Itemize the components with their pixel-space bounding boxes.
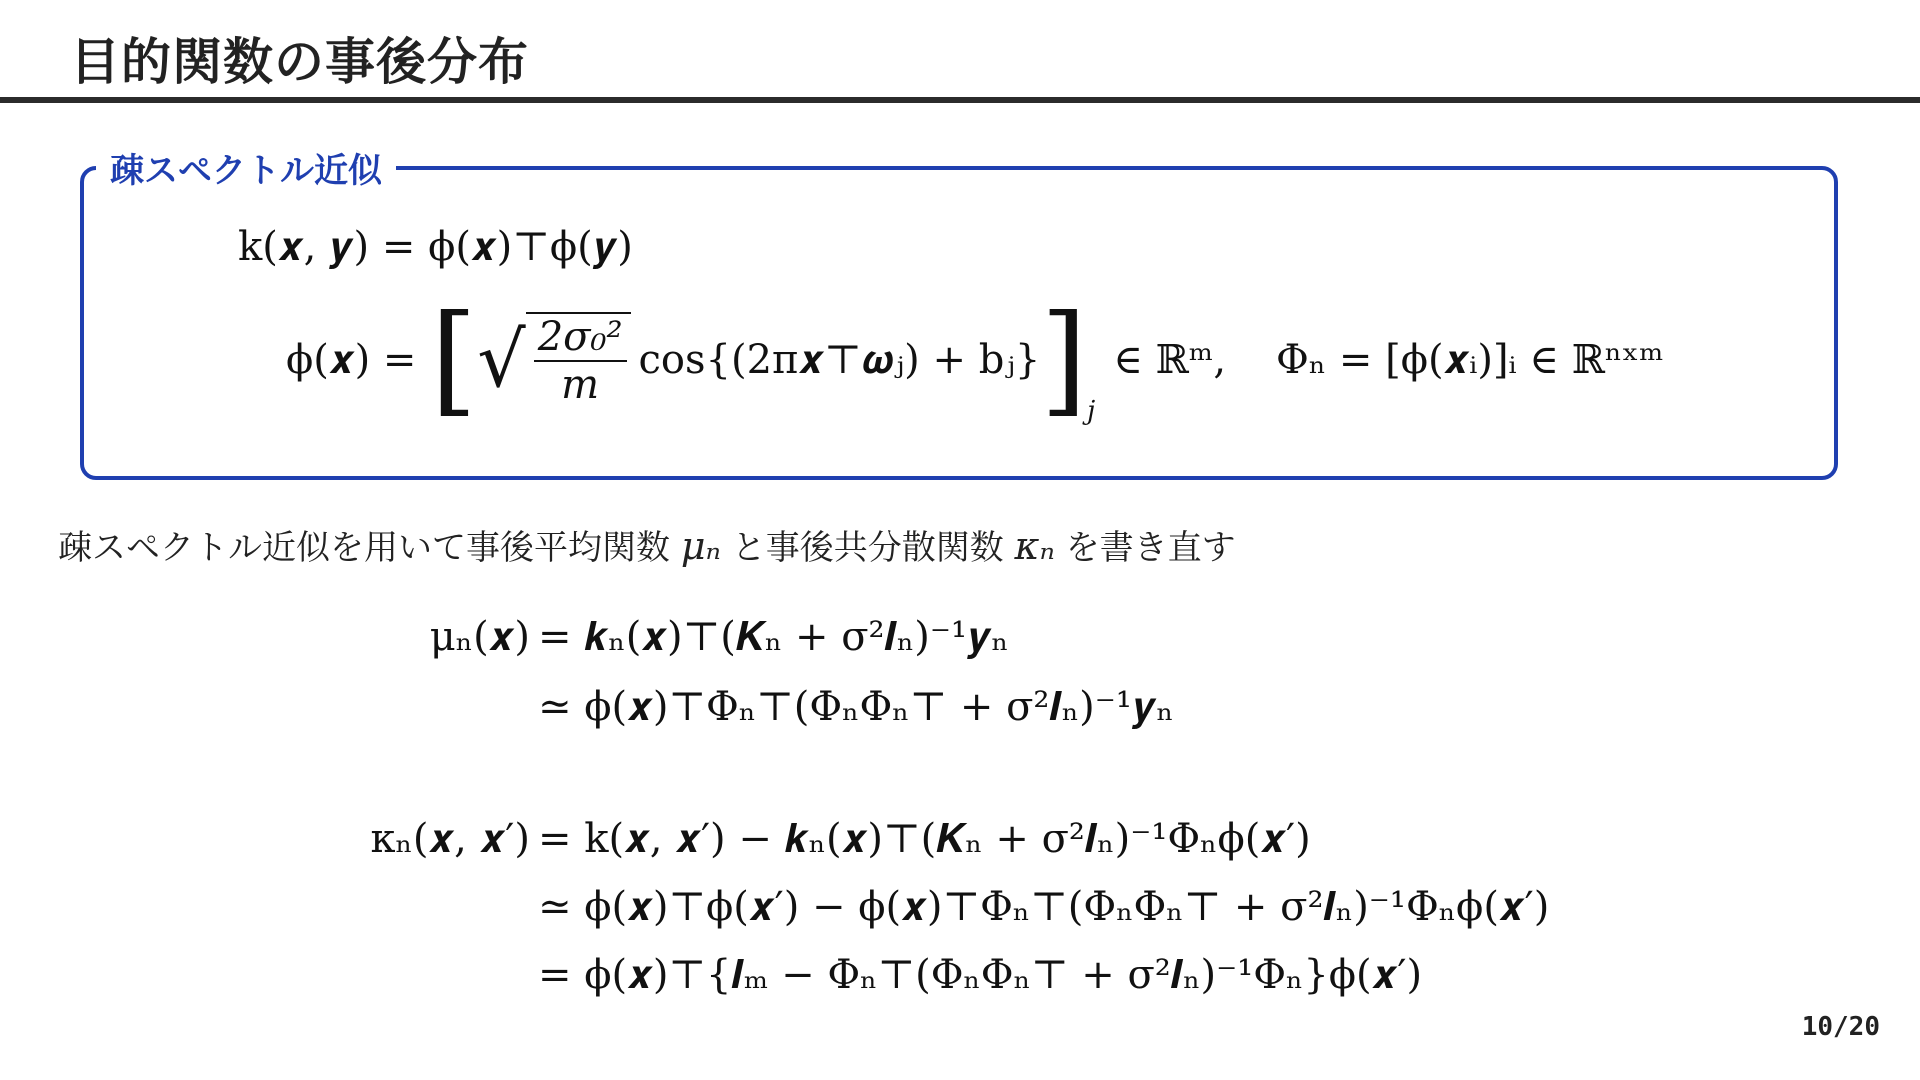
- page-title: 目的関数の事後分布: [70, 33, 529, 91]
- title-divider: [0, 97, 1920, 103]
- feature-matrix: Φₙ = [ϕ(𝒙ᵢ)]ᵢ ∈ ℝⁿˣᵐ: [1276, 337, 1664, 383]
- intro-sentence: [58, 520, 1236, 569]
- box-label: 疎スペクトル近似: [96, 143, 396, 192]
- left-bracket: [: [430, 290, 478, 429]
- cosine-term: cos{(2π𝒙⊤𝝎ⱼ) + bⱼ}: [638, 337, 1041, 383]
- variance-fraction: [534, 314, 627, 408]
- cov-rhs-3: = ϕ(𝒙)⊤{𝑰ₘ − Φₙ⊤(ΦₙΦₙ⊤ + σ²𝑰ₙ)⁻¹Φₙ}ϕ(𝒙′): [538, 952, 1423, 998]
- cov-rhs-2: ≃ ϕ(𝒙)⊤ϕ(𝒙′) − ϕ(𝒙)⊤Φₙ⊤(ΦₙΦₙ⊤ + σ²𝑰ₙ)⁻¹Φₙϕ(𝒙′): [538, 884, 1550, 930]
- sqrt-radicand: [526, 312, 631, 408]
- sqrt-icon: √: [477, 315, 526, 404]
- bracket-subscript: j: [1087, 396, 1096, 426]
- mean-lhs: μₙ(𝒙): [429, 614, 530, 660]
- intro-text-2: と事後共分散関数: [731, 528, 1004, 568]
- right-bracket: ]: [1040, 290, 1088, 429]
- feature-map-equation: [286, 290, 1664, 430]
- intro-text-1: 疎スペクトル近似を用いて事後平均関数: [58, 528, 670, 568]
- cov-lhs: κₙ(𝒙, 𝒙′): [370, 816, 530, 862]
- cov-rhs-1: = k(𝒙, 𝒙′) − 𝒌ₙ(𝒙)⊤(𝑲ₙ + σ²𝑰ₙ)⁻¹Φₙϕ(𝒙′): [538, 816, 1311, 862]
- covariance-symbol: κₙ: [1014, 524, 1055, 568]
- fraction-denominator: m: [561, 362, 600, 408]
- fraction-numerator: 2σ₀²: [534, 314, 627, 362]
- feature-map-lhs: ϕ(𝒙) =: [286, 337, 417, 383]
- mean-rhs-2: ≃ ϕ(𝒙)⊤Φₙ⊤(ΦₙΦₙ⊤ + σ²𝑰ₙ)⁻¹𝒚ₙ: [538, 684, 1174, 730]
- kernel-equation: k(𝒙, 𝒚) = ϕ(𝒙)⊤ϕ(𝒚): [238, 224, 633, 270]
- page-number: 10/20: [1801, 1012, 1880, 1042]
- mean-rhs-1: = 𝒌ₙ(𝒙)⊤(𝑲ₙ + σ²𝑰ₙ)⁻¹𝒚ₙ: [538, 614, 1009, 660]
- feature-space: ∈ ℝᵐ,: [1113, 337, 1227, 383]
- mean-symbol: μₙ: [680, 524, 721, 568]
- intro-text-3: を書き直す: [1065, 528, 1236, 568]
